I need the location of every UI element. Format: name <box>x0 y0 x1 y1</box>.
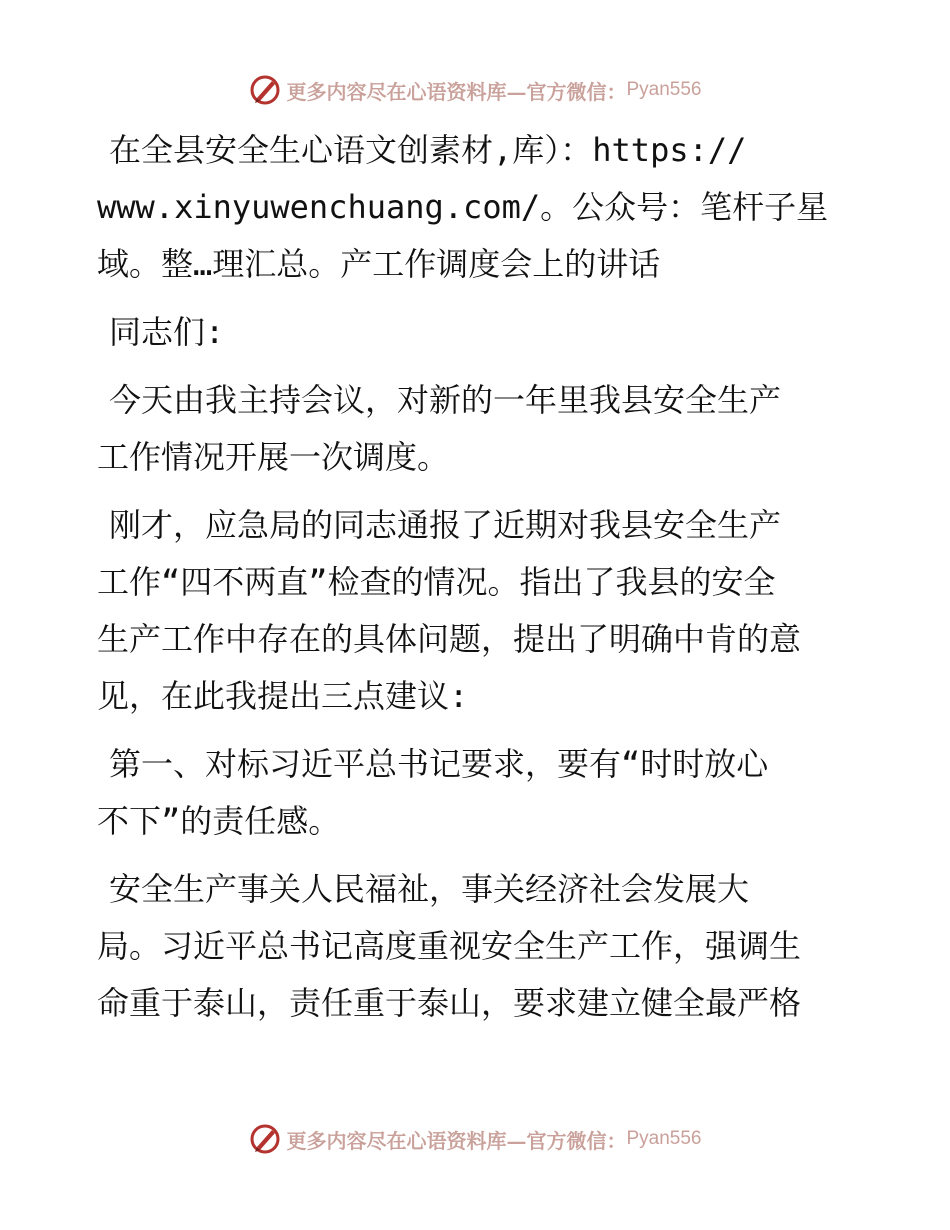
paragraph <box>97 861 867 1032</box>
text-line: 生产工作中存在的具体问题，提出了明确中肯的意 <box>97 620 802 658</box>
paragraph <box>97 304 867 361</box>
text-line: 在全县安全生心语文创素材,库）：https:// <box>109 131 747 169</box>
header-watermark-wechat: Pyan556 <box>626 79 702 100</box>
header-watermark-text: 更多内容尽在心语资料库—官方微信： <box>286 79 627 104</box>
text-line: 工作“四不两直”检查的情况。指出了我县的安全 <box>97 563 776 601</box>
footer-watermark-wechat: Pyan556 <box>626 1128 702 1149</box>
text-line: 刚才，应急局的同志通报了近期对我县安全生产 <box>109 506 782 544</box>
document-body <box>97 122 867 1043</box>
text-line: 安全生产事关人民福祉，事关经济社会发展大 <box>109 870 750 908</box>
paragraph <box>97 372 867 486</box>
text-line: 局。习近平总书记高度重视安全生产工作，强调生 <box>97 927 802 965</box>
text-line: 见，在此我提出三点建议: <box>97 677 469 715</box>
text-line: 命重于泰山，责任重于泰山，要求建立健全最严格 <box>97 984 802 1022</box>
header-watermark <box>0 70 950 110</box>
footer-watermark <box>0 1119 950 1159</box>
paragraph <box>97 122 867 293</box>
text-line: 域。整…理汇总。产工作调度会上的讲话 <box>97 245 661 283</box>
pen-logo-icon <box>248 73 282 107</box>
footer-watermark-text: 更多内容尽在心语资料库—官方微信： <box>286 1128 627 1153</box>
text-line: www.xinyuwenchuang.com/。公众号：笔杆子星 <box>97 188 829 226</box>
text-line: 同志们: <box>109 313 225 351</box>
text-line: 第一、对标习近平总书记要求，要有“时时放心 <box>109 745 769 783</box>
text-line: 今天由我主持会议，对新的一年里我县安全生产 <box>109 381 782 419</box>
paragraph <box>97 736 867 850</box>
pen-logo-icon <box>248 1122 282 1156</box>
text-line: 不下”的责任感。 <box>97 802 341 840</box>
paragraph <box>97 497 867 725</box>
text-line: 工作情况开展一次调度。 <box>97 438 450 476</box>
